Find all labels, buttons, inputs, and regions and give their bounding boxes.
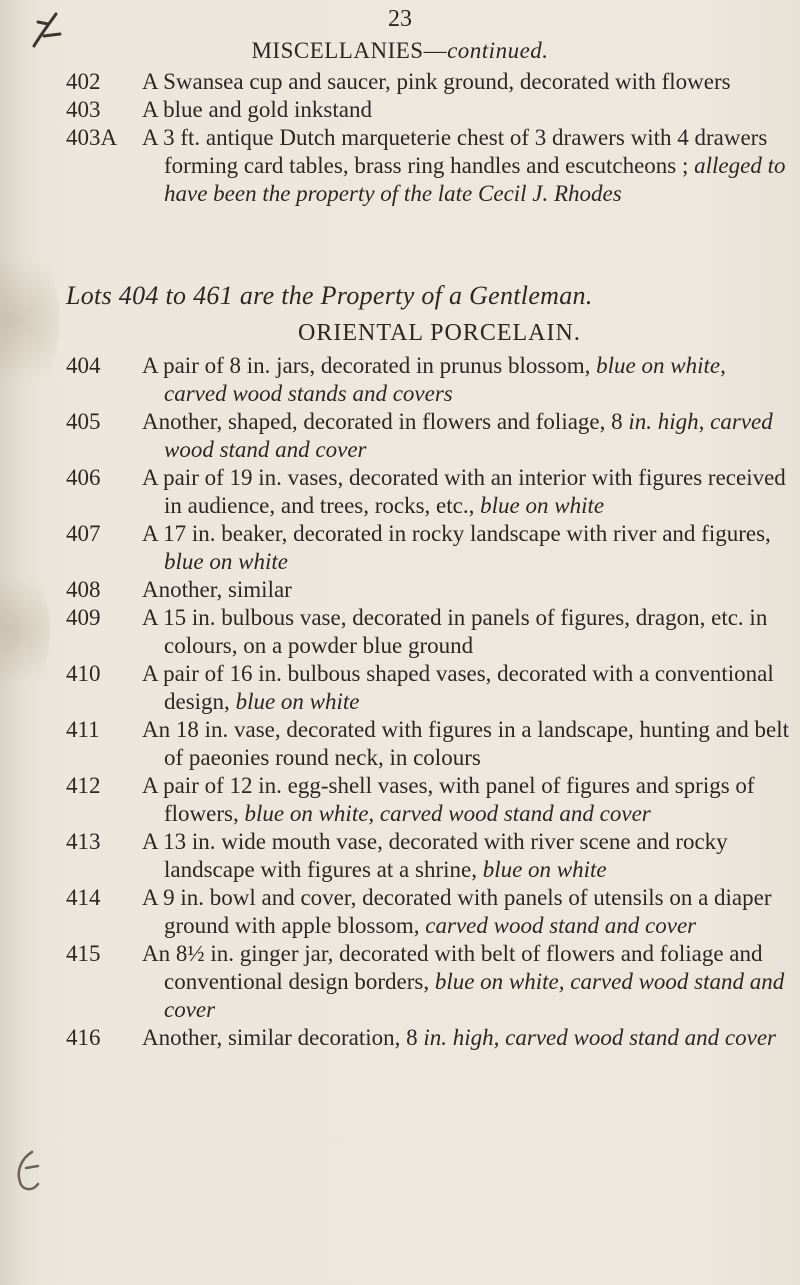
- lot-description: [142, 828, 794, 884]
- page-number: 23: [388, 6, 412, 32]
- lot-entry: [0, 520, 800, 576]
- lot-description: [142, 464, 794, 520]
- lot-description: [142, 352, 794, 408]
- lot-description-text: A pair of 12 in. egg-shell vases, with panel of figures and sprigs of flowers,: [142, 773, 755, 826]
- lot-description: [142, 520, 794, 576]
- lot-number: 411: [66, 717, 100, 742]
- lots-heading: Lots 404 to 461 are the Property of a Gentleman.: [66, 281, 593, 310]
- lot-entry: [0, 68, 800, 96]
- lot-number: 415: [66, 941, 101, 966]
- lot-description-italic: carved wood stand and cover: [425, 913, 697, 938]
- lot-entry: [0, 1024, 800, 1052]
- lot-description-italic: in. high, carved wood stand and cover: [423, 1025, 777, 1050]
- lot-number: 416: [66, 1025, 101, 1050]
- lot-number: 413: [66, 829, 101, 854]
- lot-description-text: Another, similar decoration, 8: [142, 1025, 418, 1050]
- lot-description-italic: blue on white: [235, 689, 360, 714]
- lot-description: [142, 716, 794, 772]
- lot-description-italic: blue on white, carved wood stands and covers: [164, 353, 726, 406]
- lot-number: 406: [66, 465, 101, 490]
- lot-description-text: Another, shaped, decorated in flowers and foliage, 8: [142, 409, 623, 434]
- lot-description: [142, 408, 794, 464]
- lot-description-italic: blue on white, carved wood stand and cover: [244, 801, 651, 826]
- lot-description: [142, 772, 794, 828]
- lot-description-text: A Swansea cup and saucer, pink ground, decorated with flowers: [142, 69, 731, 94]
- lot-number: 410: [66, 661, 101, 686]
- lot-entry: [0, 884, 800, 940]
- top-entries: [0, 68, 800, 208]
- lot-description: [142, 940, 794, 1024]
- lot-description-text: A pair of 8 in. jars, decorated in prunus blossom,: [142, 353, 591, 378]
- lot-description-text: A 17 in. beaker, decorated in rocky landscape with river and figures,: [142, 521, 771, 546]
- lot-entry: [0, 940, 800, 1024]
- lot-description: [142, 884, 794, 940]
- lot-number: 409: [66, 605, 101, 630]
- lot-description-italic: blue on white: [480, 493, 605, 518]
- lot-description-text: A pair of 19 in. vases, decorated with an interior with figures received in audience, and trees, rocks, etc.,: [142, 465, 786, 518]
- lot-number: 405: [66, 409, 101, 434]
- lot-number: 414: [66, 885, 101, 910]
- lot-description-text: An 18 in. vase, decorated with figures in a landscape, hunting and belt of paeonies round neck, in colours: [142, 717, 790, 770]
- running-head: [0, 38, 800, 64]
- section-title: ORIENTAL PORCELAIN.: [298, 320, 581, 346]
- lot-description-italic: blue on white: [482, 857, 607, 882]
- lot-description-italic: blue on white: [164, 549, 288, 574]
- lot-entry: [0, 772, 800, 828]
- lot-number: 403A: [66, 125, 118, 150]
- lot-entry: [0, 828, 800, 884]
- lot-description-text: A 9 in. bowl and cover, decorated with panels of utensils on a diaper ground with apple blossom,: [142, 885, 772, 938]
- lot-entry: [0, 124, 800, 208]
- ink-mark-icon: [8, 1148, 48, 1196]
- lot-number: 402: [66, 69, 101, 94]
- lot-description-text: A pair of 16 in. bulbous shaped vases, decorated with a conventional design,: [142, 661, 774, 714]
- lot-number: 407: [66, 521, 101, 546]
- lot-number: 408: [66, 577, 101, 602]
- lot-entry: [0, 408, 800, 464]
- lot-description-text: A blue and gold inkstand: [142, 97, 372, 122]
- lot-entry: [0, 604, 800, 660]
- lot-entry: [0, 660, 800, 716]
- lot-description: [142, 1024, 794, 1052]
- lot-description: [142, 68, 794, 96]
- lot-description-text: Another, similar: [142, 577, 292, 602]
- lot-number: 403: [66, 97, 101, 122]
- lot-description: [142, 660, 794, 716]
- lot-number: 412: [66, 773, 101, 798]
- lot-description: [142, 96, 794, 124]
- lot-description-text: A 13 in. wide mouth vase, decorated with river scene and rocky landscape with figures at a shrine,: [142, 829, 728, 882]
- lot-entry: [0, 352, 800, 408]
- running-head-continued: continued.: [447, 38, 549, 63]
- lot-description: [142, 576, 794, 604]
- lot-description-italic: in. high, carved wood stand and cover: [164, 409, 773, 462]
- lot-description-text: A 15 in. bulbous vase, decorated in panels of figures, dragon, etc. in colours, on a powder blue ground: [142, 605, 768, 658]
- lot-entry: [0, 716, 800, 772]
- lot-description-text: A 3 ft. antique Dutch marqueterie chest of 3 drawers with 4 drawers forming card tables, brass ring handles and escutcheons ;: [142, 125, 768, 178]
- running-head-main: MISCELLANIES—: [251, 38, 448, 63]
- lot-description: [142, 124, 794, 208]
- lot-description-italic: alleged to have been the property of the late Cecil J. Rhodes: [164, 153, 786, 206]
- lot-number: 404: [66, 353, 101, 378]
- lot-entry: [0, 576, 800, 604]
- lot-entries: [0, 352, 800, 1052]
- lot-description-text: An 8½ in. ginger jar, decorated with belt of flowers and foliage and conventional design borders,: [142, 941, 763, 994]
- lot-entry: [0, 96, 800, 124]
- lot-description-italic: blue on white, carved wood stand and cover: [164, 969, 785, 1022]
- lot-entry: [0, 464, 800, 520]
- lot-description: [142, 604, 794, 660]
